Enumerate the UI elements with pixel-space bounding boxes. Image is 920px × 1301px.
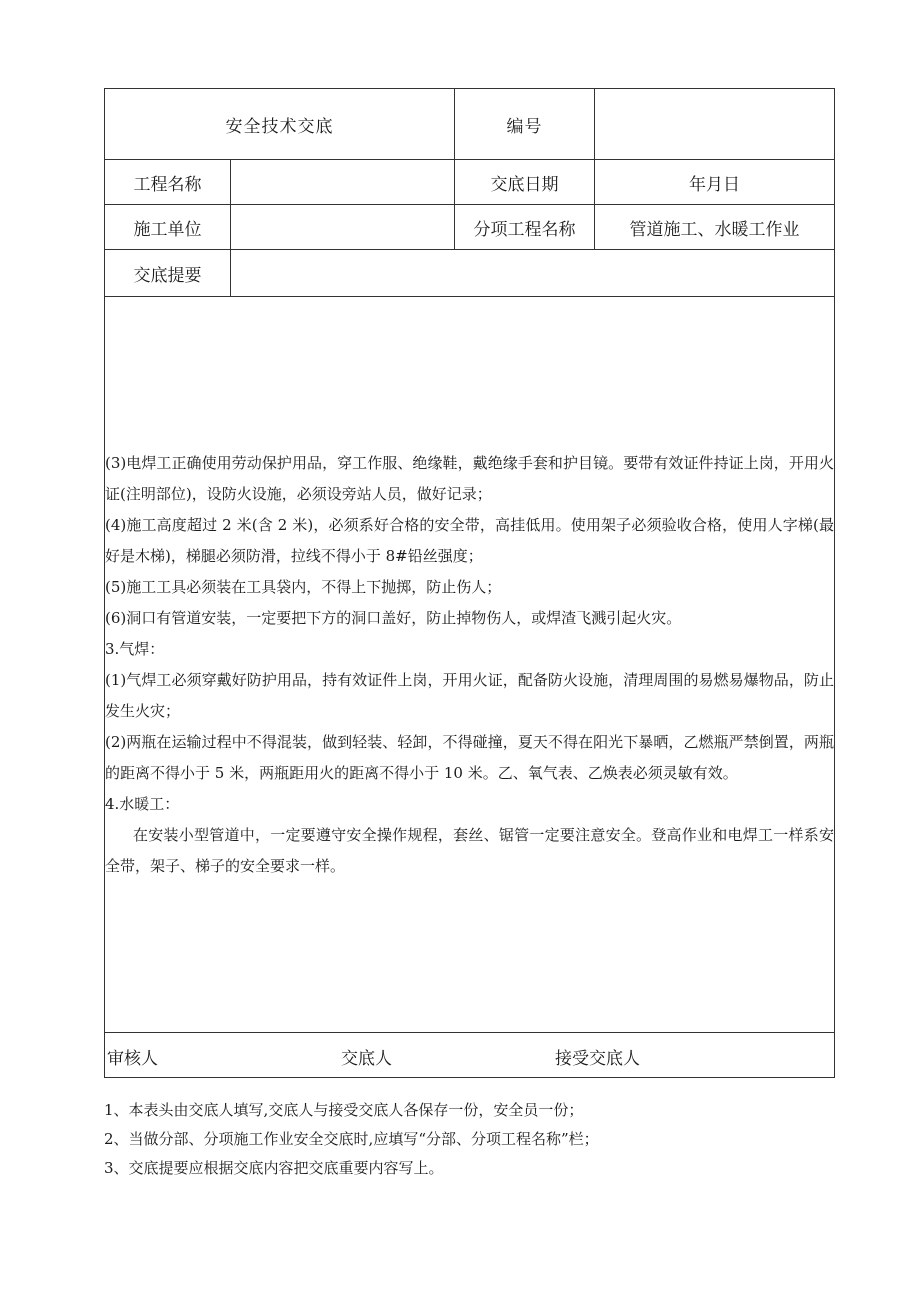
unit-field[interactable]: [231, 205, 455, 250]
sub-project-field[interactable]: 管道施工、水暖工作业: [595, 205, 835, 250]
form-table: [104, 88, 835, 1078]
footnote: 3、交底提要应根据交底内容把交底重要内容写上。: [104, 1159, 444, 1177]
sub-project-label: 分项工程名称: [455, 205, 595, 250]
disclosure-form: [104, 88, 834, 1094]
number-label: 编号: [455, 89, 595, 160]
date-field[interactable]: 年月日: [595, 160, 835, 205]
receiver-label: 接受交底人: [555, 1049, 640, 1069]
section-heading: 4.水暖工：: [105, 794, 180, 813]
footnotes: [104, 1096, 844, 1183]
date-label: 交底日期: [455, 160, 595, 205]
summary-label: 交底提要: [105, 250, 231, 297]
project-name-label: 工程名称: [105, 160, 231, 205]
content-paragraph: (3)电焊工正确使用劳动保护用品，穿工作服、绝缘鞋，戴绝缘手套和护目镜。要带有效证件持证上岗，开用火证(注明部位)，设防火设施，必须设旁站人员，做好记录；: [105, 453, 834, 503]
footnote: 2、当做分部、分项施工作业安全交底时,应填写“分部、分项工程名称”栏；: [104, 1130, 599, 1148]
content-paragraph: 在安装小型管道中，一定要遵守安全操作规程，套丝、锯管一定要注意安全。登高作业和电焊工一样系安全带，架子、梯子的安全要求一样。: [105, 825, 834, 875]
discloser-label: 交底人: [341, 1049, 392, 1069]
unit-label: 施工单位: [105, 205, 231, 250]
number-field[interactable]: [595, 89, 835, 160]
project-name-field[interactable]: [231, 160, 455, 205]
signature-row: [105, 1033, 835, 1078]
footnote: 1、本表头由交底人填写,交底人与接受交底人各保存一份，安全员一份；: [104, 1101, 584, 1119]
content-paragraph: (6)洞口有管道安装，一定要把下方的洞口盖好，防止掉物伤人，或焊渣飞溅引起火灾。: [105, 608, 682, 627]
section-heading: 3.气焊：: [105, 639, 165, 658]
disclosure-content: [105, 297, 835, 1033]
content-paragraph: (4)施工高度超过 2 米(含 2 米)，必须系好合格的安全带，高挂低用。使用架子必须验收合格，使用人字梯(最好是木梯)，梯腿必须防滑，拉线不得小于 8#铅丝强度；: [105, 515, 834, 565]
form-title: 安全技术交底: [105, 89, 455, 160]
content-paragraph: (5)施工工具必须装在工具袋内，不得上下抛掷，防止伤人；: [105, 577, 502, 596]
summary-field[interactable]: [231, 250, 835, 297]
content-paragraph: (2)两瓶在运输过程中不得混装，做到轻装、轻卸，不得碰撞，夏天不得在阳光下暴晒，乙燃瓶严禁倒置，两瓶的距离不得小于 5 米，两瓶距用火的距离不得小于 10 米。乙、氧气表、乙焕表必须灵敏有效。: [105, 732, 834, 782]
reviewer-label: 审核人: [107, 1049, 158, 1069]
content-paragraph: (1)气焊工必须穿戴好防护用品，持有效证件上岗，开用火证，配备防火设施，清理周围的易燃易爆物品，防止发生火灾；: [105, 670, 834, 720]
